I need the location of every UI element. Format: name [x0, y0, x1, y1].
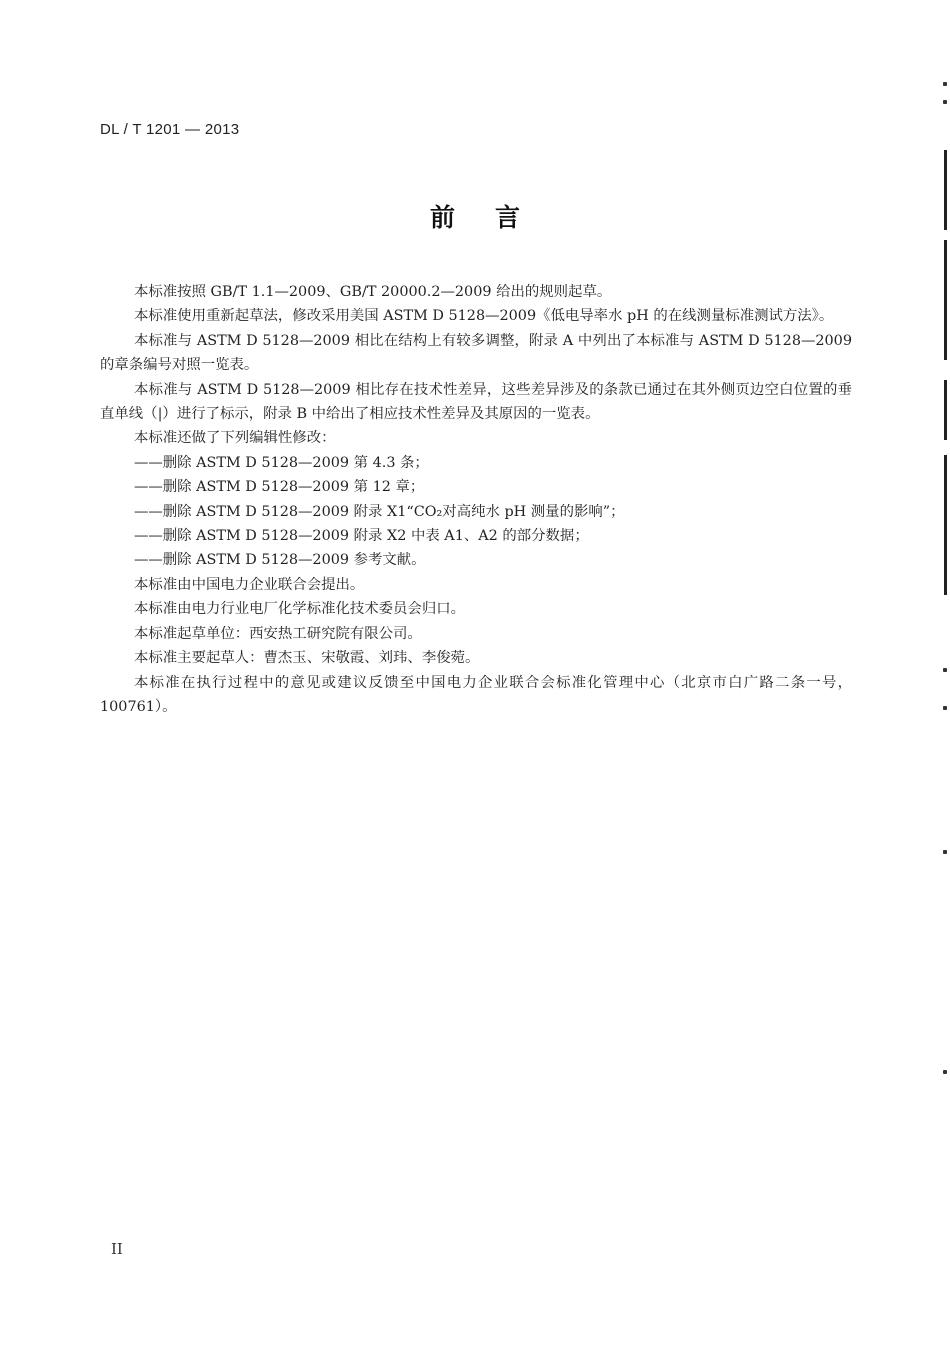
paragraph-editorial-intro: 本标准还做了下列编辑性修改：: [134, 430, 336, 447]
scan-edge-dot: [943, 706, 947, 710]
paragraph-proposed-by: 本标准由中国电力企业联合会提出。: [134, 576, 365, 593]
scan-edge-dot: [943, 668, 947, 672]
paragraph-centralized-by: 本标准由电力行业电厂化学标准化技术委员会归口。: [134, 601, 465, 618]
scan-edge-mark: [944, 150, 947, 230]
scan-edge-dot: [943, 850, 947, 854]
scan-edge-mark: [944, 240, 947, 360]
scan-edge-dot: [943, 1070, 947, 1074]
paragraph-technical-differences: 本标准与 ASTM D 5128—2009 相比存在技术性差异，这些差异涉及的条款已通过在其外侧页边空白位置的垂直单线（|）进行了标示，附录 B 中给出了相应技术性差异及其原因的一览表。: [100, 381, 852, 423]
list-item-delete-clause: ——删除 ASTM D 5128—2009 第 4.3 条；: [134, 454, 429, 471]
paragraph-drafters: 本标准主要起草人：曹杰玉、宋敬霞、刘玮、李俊菀。: [134, 650, 480, 667]
paragraph-feedback: 本标准在执行过程中的意见或建议反馈至中国电力企业联合会标准化管理中心（北京市白广路二条一号，100761）。: [100, 674, 852, 715]
page-title: 前言: [429, 203, 560, 232]
list-item-delete-references: ——删除 ASTM D 5128—2009 参考文献。: [134, 552, 426, 569]
list-item-delete-chapter: ——删除 ASTM D 5128—2009 第 12 章；: [134, 479, 425, 496]
list-item-delete-annex-x1: ——删除 ASTM D 5128—2009 附录 X1“CO₂对高纯水 pH 测量的影响”；: [134, 503, 625, 520]
paragraph-drafting-rules: 本标准按照 GB/T 1.1—2009、GB/T 20000.2—2009 给出的规则起草。: [134, 284, 612, 300]
list-item-delete-annex-x2: ——删除 ASTM D 5128—2009 附录 X2 中表 A1、A2 的部分数据；: [134, 528, 589, 545]
scan-edge-dot: [943, 82, 947, 86]
standard-code: DL / T 1201 — 2013: [100, 121, 240, 138]
foreword-body: [100, 280, 852, 719]
scan-edge-dot: [943, 100, 947, 104]
paragraph-drafting-unit: 本标准起草单位：西安热工研究院有限公司。: [134, 625, 422, 642]
paragraph-adoption-method: 本标准使用重新起草法，修改采用美国 ASTM D 5128—2009《低电导率水 pH 的在线测量标准测试方法》。: [134, 308, 834, 325]
page-number: II: [111, 1240, 123, 1258]
scan-edge-mark: [944, 455, 947, 595]
paragraph-structure-changes: 本标准与 ASTM D 5128—2009 相比在结构上有较多调整，附录 A 中列出了本标准与 ASTM D 5128—2009 的章条编号对照一览表。: [100, 332, 852, 374]
scan-edge-mark: [944, 380, 947, 440]
